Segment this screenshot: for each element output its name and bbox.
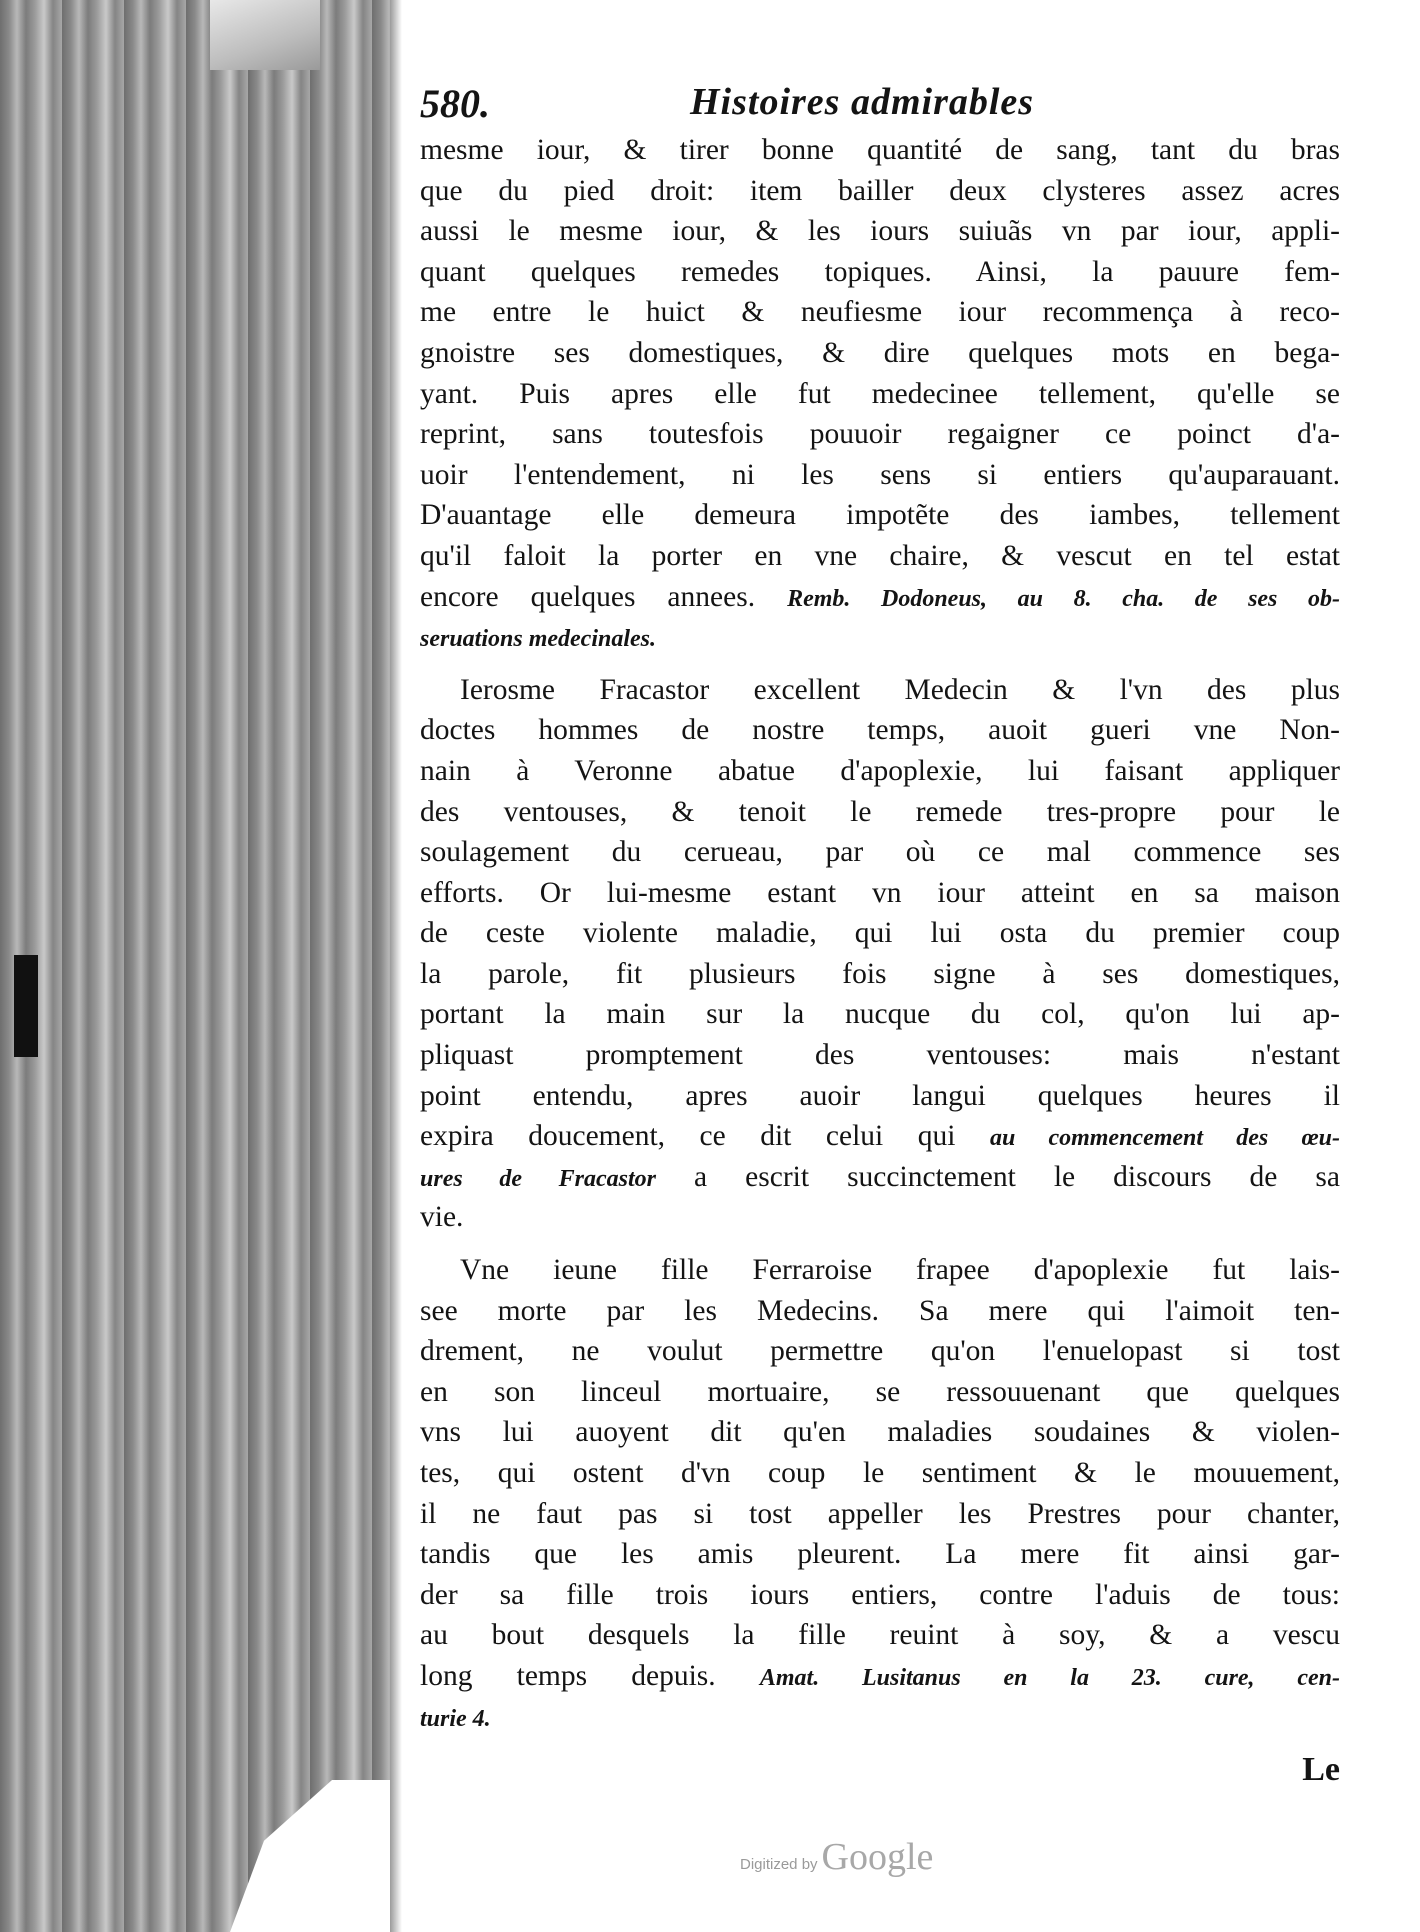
text-line bbox=[420, 617, 1340, 658]
text-line: tandis que les amis pleurent. La mere fit ainsi gar- bbox=[420, 1538, 1340, 1571]
body-text bbox=[420, 130, 1340, 1737]
text-line: nain à Veronne abatue d'apoplexie, lui faisant appliquer bbox=[420, 754, 1340, 787]
text-line: point entendu, apres auoir langui quelques heures il bbox=[420, 1079, 1340, 1112]
text-line: tes, qui ostent d'vn coup le sentiment & le mouuement, bbox=[420, 1457, 1340, 1489]
text-line: pliquast promptement des ventouses: mais n'estant bbox=[420, 1039, 1340, 1072]
digitized-by-watermark bbox=[740, 1835, 933, 1879]
text-line: mesme iour, & tirer bonne quantité de sang, tant du bras bbox=[420, 134, 1340, 166]
paragraph-gap bbox=[420, 1238, 1340, 1250]
marginal-citation: Amat. Lusitanus en la 23. cure, cen- bbox=[759, 1664, 1340, 1691]
text-line: yant. Puis apres elle fut medecinee tellement, qu'elle se bbox=[420, 377, 1340, 410]
text-line bbox=[420, 1656, 1340, 1697]
page-edge-shadow bbox=[390, 0, 402, 1932]
text-line: me entre le huict & neufiesme iour recommença à reco- bbox=[420, 296, 1340, 329]
marginal-citation: seruations medecinales. bbox=[420, 626, 657, 653]
text-line: en son linceul mortuaire, se ressouuenant que quelques bbox=[420, 1375, 1340, 1408]
text-line bbox=[420, 1157, 1340, 1198]
text-line: uoir l'entendement, ni les sens si entiers qu'auparauant. bbox=[420, 458, 1340, 491]
page-number: 580. bbox=[420, 81, 490, 126]
text-line: de ceste violente maladie, qui lui osta du premier coup bbox=[420, 917, 1340, 950]
paragraph-2 bbox=[420, 670, 1340, 1238]
text-line: doctes hommes de nostre temps, auoit gueri vne Non- bbox=[420, 714, 1340, 747]
paragraph-3 bbox=[420, 1250, 1340, 1737]
paragraph-1 bbox=[420, 130, 1340, 658]
line-text: long temps depuis. bbox=[420, 1659, 716, 1692]
text-line: quant quelques remedes topiques. Ainsi, la pauure fem- bbox=[420, 255, 1340, 288]
text-line: la parole, fit plusieurs fois signe à ses domestiques, bbox=[420, 957, 1340, 990]
text-line: portant la main sur la nucque du col, qu'on lui ap- bbox=[420, 998, 1340, 1031]
text-line: vns lui auoyent dit qu'en maladies soudaines & violen- bbox=[420, 1416, 1340, 1449]
catchword: Le bbox=[1302, 1751, 1340, 1789]
book-page bbox=[420, 80, 1340, 1807]
scan-clip-mark bbox=[14, 955, 38, 1057]
running-title: Histoires admirables bbox=[690, 81, 1035, 123]
text-line: au bout desquels la fille reuint à soy, & a vescu bbox=[420, 1619, 1340, 1652]
text-line: efforts. Or lui-mesme estant vn iour atteint en sa maison bbox=[420, 876, 1340, 909]
text-line: soulagement du cerueau, par où ce mal commence ses bbox=[420, 836, 1340, 869]
text-line: aussi le mesme iour, & les iours suiuãs vn par iour, appli- bbox=[420, 215, 1340, 248]
marginal-citation: ures de Fracastor bbox=[420, 1165, 656, 1192]
text-line: vie. bbox=[420, 1201, 464, 1234]
catchword-row bbox=[420, 1747, 1340, 1807]
text-line: gnoistre ses domestiques, & dire quelques mots en bega- bbox=[420, 336, 1340, 369]
text-line: il ne faut pas si tost appeller les Prestres pour chanter, bbox=[420, 1497, 1340, 1530]
book-gutter bbox=[0, 0, 400, 1932]
digitized-by-label: Digitized by bbox=[740, 1856, 818, 1873]
text-line bbox=[420, 1116, 1340, 1157]
text-line bbox=[420, 577, 1340, 618]
text-line bbox=[420, 1697, 1340, 1738]
running-head bbox=[420, 80, 1340, 128]
text-line: der sa fille trois iours entiers, contre l'aduis de tous: bbox=[420, 1578, 1340, 1611]
text-line: Ierosme Fracastor excellent Medecin & l'vn des plus bbox=[460, 673, 1340, 706]
line-text: a escrit succinctement le discours de sa bbox=[656, 1160, 1340, 1193]
text-line: qu'il faloit la porter en vne chaire, & vescut en tel estat bbox=[420, 539, 1340, 572]
text-line: des ventouses, & tenoit le remede tres-propre pour le bbox=[420, 795, 1340, 828]
text-line: drement, ne voulut permettre qu'on l'enuelopast si tost bbox=[420, 1335, 1340, 1368]
line-text: expira doucement, ce dit celui qui bbox=[420, 1120, 990, 1153]
marginal-citation: au commencement des œu- bbox=[989, 1125, 1340, 1152]
text-line: reprint, sans toutesfois pouuoir regaigner ce poinct d'a- bbox=[420, 418, 1340, 451]
text-line: Vne ieune fille Ferraroise frapee d'apoplexie fut lais- bbox=[460, 1254, 1340, 1287]
text-line: que du pied droit: item bailler deux clysteres assez acres bbox=[420, 174, 1340, 207]
line-text: encore quelques annees. bbox=[420, 580, 756, 613]
marginal-citation: turie 4. bbox=[420, 1705, 491, 1732]
text-line: see morte par les Medecins. Sa mere qui l'aimoit ten- bbox=[420, 1294, 1340, 1327]
paragraph-gap bbox=[420, 658, 1340, 670]
google-logo: Google bbox=[821, 1836, 934, 1878]
text-line: D'auantage elle demeura impotẽte des iambes, tellement bbox=[420, 499, 1340, 532]
marginal-citation: Remb. Dodoneus, au 8. cha. de ses ob- bbox=[787, 585, 1340, 612]
